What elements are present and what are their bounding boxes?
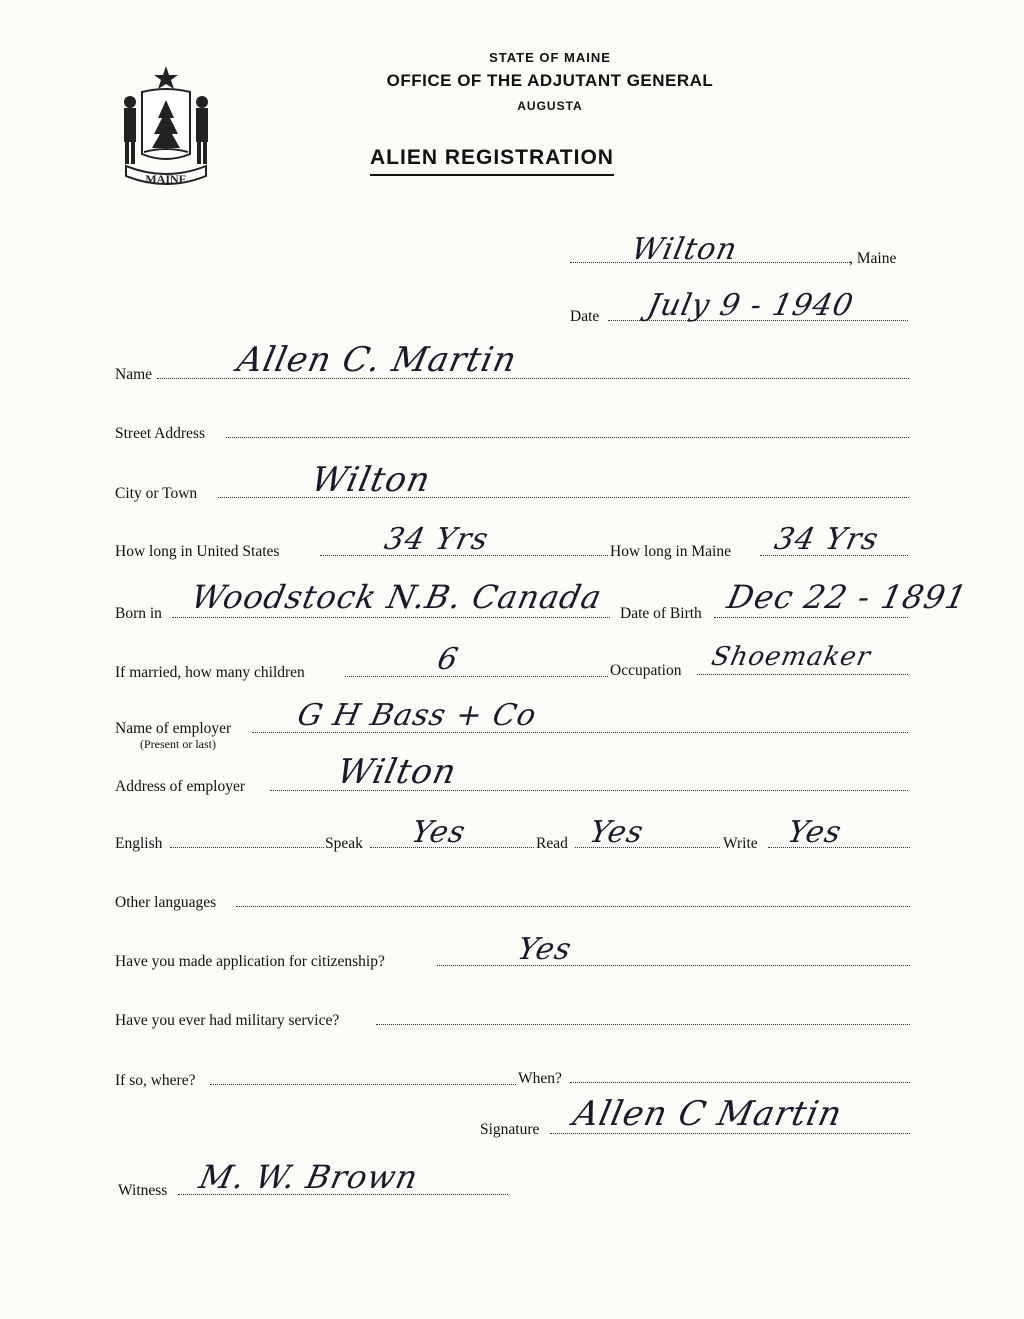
town-value: Wilton — [628, 232, 741, 267]
name-value: Allen C. Martin — [233, 340, 521, 380]
speak-value: Yes — [408, 815, 470, 850]
english-label: English — [115, 835, 163, 852]
employer-sublabel: (Present or last) — [140, 737, 216, 751]
street-label: Street Address — [115, 425, 205, 442]
children-label: If married, how many children — [115, 664, 305, 681]
children-value: 6 — [434, 642, 462, 677]
street-field[interactable] — [226, 437, 909, 438]
header-office: OFFICE OF THE ADJUTANT GENERAL — [386, 71, 714, 90]
military-field[interactable] — [376, 1024, 910, 1025]
employer-value: G H Bass + Co — [294, 698, 540, 733]
seal-text: MAINE — [145, 172, 187, 186]
witness-value: M. W. Brown — [195, 1158, 422, 1196]
employer-address-label: Address of employer — [115, 778, 245, 795]
town-label: , Maine — [849, 250, 897, 267]
employer-address-value: Wilton — [333, 752, 461, 792]
citizenship-field[interactable] — [437, 965, 910, 966]
signature-label: Signature — [480, 1121, 540, 1138]
write-value: Yes — [784, 815, 846, 850]
dob-label: Date of Birth — [620, 605, 702, 622]
city-label: City or Town — [115, 485, 198, 502]
occupation-value: Shoemaker — [708, 642, 874, 672]
signature-value: Allen C Martin — [569, 1094, 846, 1134]
name-label: Name — [115, 366, 153, 383]
maine-value: 34 Yrs — [771, 522, 882, 557]
born-label: Born in — [115, 605, 162, 622]
other-languages-field[interactable] — [236, 906, 910, 907]
citizenship-label: Have you made application for citizenship? — [115, 953, 385, 970]
other-languages-label: Other languages — [115, 894, 217, 911]
us-value: 34 Yrs — [381, 522, 492, 557]
occupation-label: Occupation — [610, 662, 682, 679]
when-field[interactable] — [570, 1082, 910, 1083]
employer-label: Name of employer — [115, 720, 232, 737]
dob-value: Dec 22 - 1891 — [723, 578, 972, 616]
speak-label: Speak — [325, 835, 363, 852]
read-value: Yes — [586, 815, 648, 850]
maine-label: How long in Maine — [610, 543, 731, 560]
us-label: How long in United States — [115, 543, 280, 560]
occupation-field[interactable] — [697, 674, 908, 675]
read-label: Read — [536, 835, 568, 852]
header-city: AUGUSTA — [517, 99, 583, 113]
write-label: Write — [723, 835, 758, 852]
maine-seal-icon — [112, 62, 220, 192]
where-field[interactable] — [210, 1084, 516, 1085]
date-value: July 9 - 1940 — [644, 288, 857, 323]
military-label: Have you ever had military service? — [115, 1012, 340, 1029]
dob-field[interactable] — [714, 617, 908, 618]
citizenship-value: Yes — [514, 932, 576, 967]
witness-label: Witness — [118, 1182, 168, 1199]
city-value: Wilton — [307, 460, 435, 500]
date-label: Date — [570, 308, 600, 325]
form-title: ALIEN REGISTRATION — [370, 146, 614, 176]
born-field[interactable] — [172, 617, 610, 618]
children-field[interactable] — [345, 676, 608, 677]
where-label: If so, where? — [115, 1072, 196, 1089]
when-label: When? — [518, 1070, 562, 1087]
header-state: STATE OF MAINE — [489, 50, 611, 65]
english-field[interactable] — [170, 847, 324, 848]
born-value: Woodstock N.B. Canada — [187, 578, 606, 616]
